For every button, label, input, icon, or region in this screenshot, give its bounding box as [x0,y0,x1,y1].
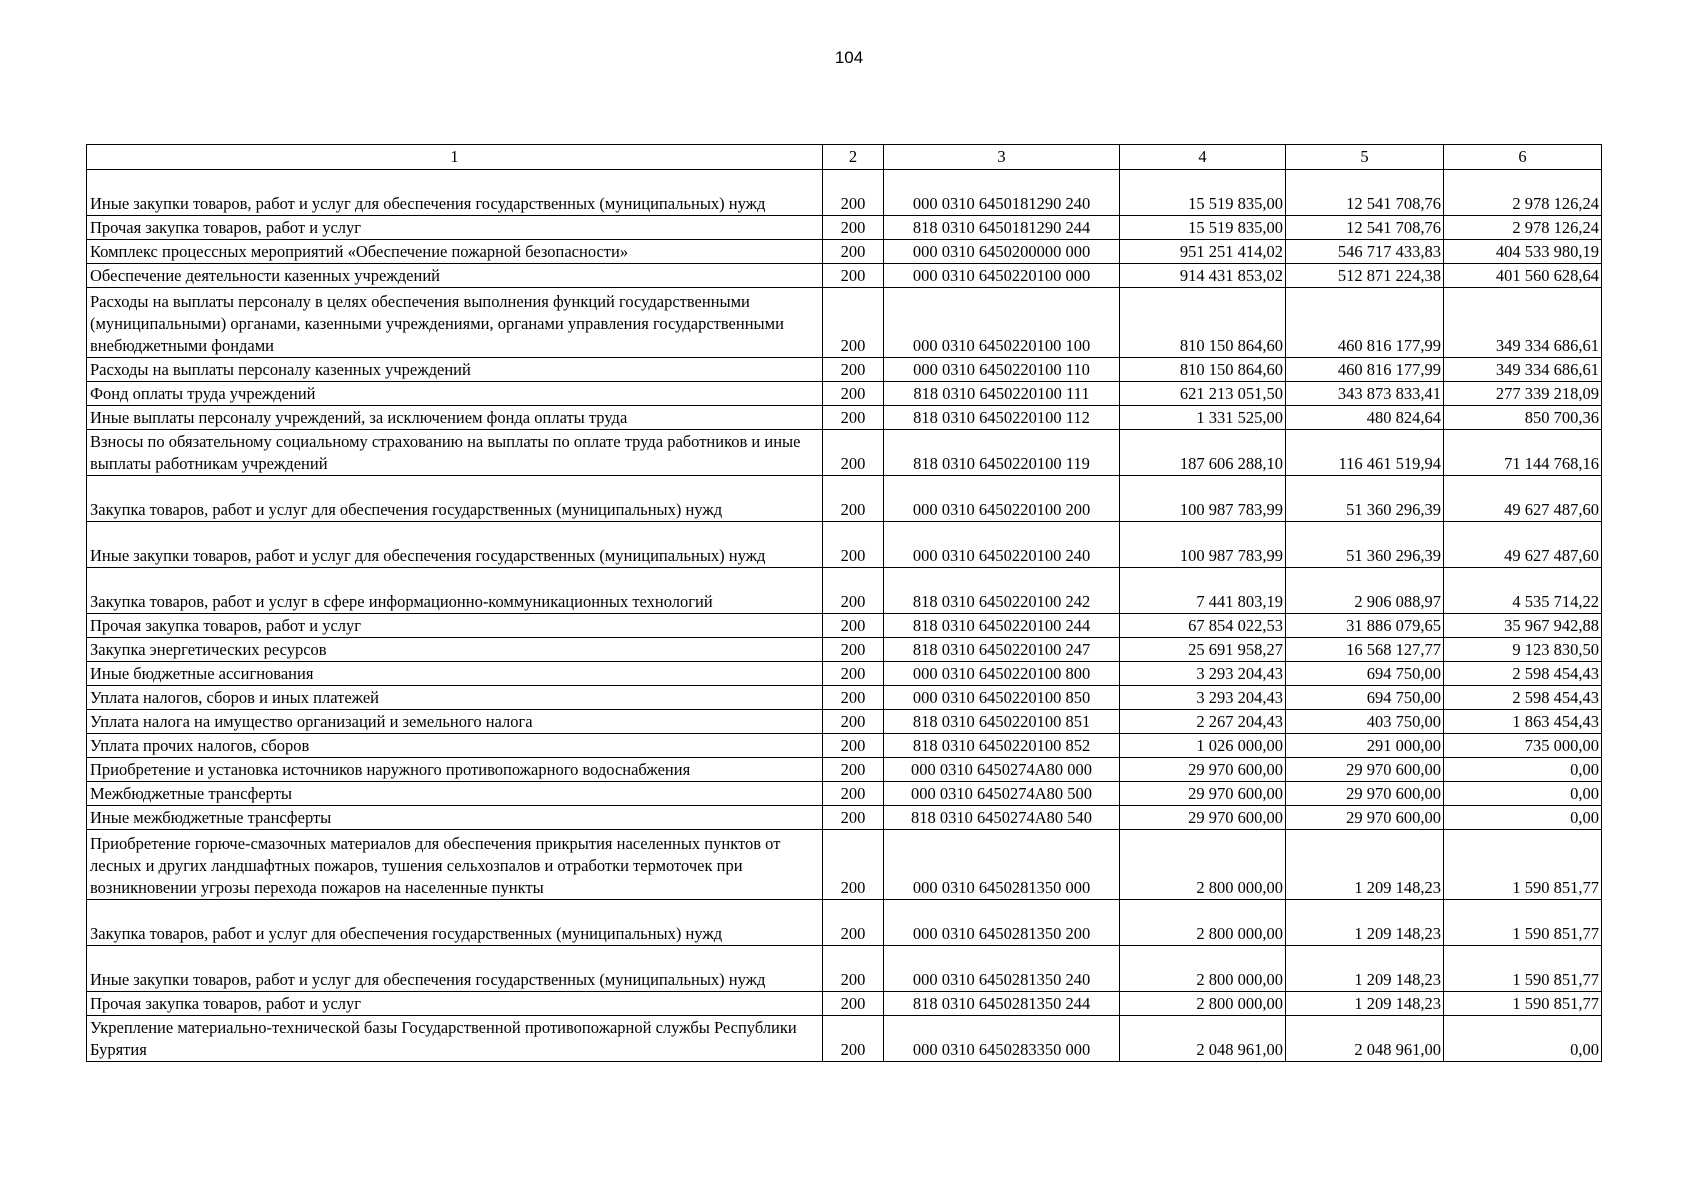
row-executed-amount-cell: 1 209 148,23 [1286,946,1444,992]
row-executed-amount-cell: 512 871 224,38 [1286,264,1444,288]
row-budget-code-cell: 818 0310 6450181290 244 [884,216,1120,240]
table-row [87,734,1602,758]
row-budget-code-cell: 000 0310 6450220100 000 [884,264,1120,288]
row-budget-code-cell: 000 0310 6450200000 000 [884,240,1120,264]
table-row [87,614,1602,638]
row-approved-amount-cell: 187 606 288,10 [1120,430,1286,476]
row-name-cell: Уплата налогов, сборов и иных платежей [87,686,823,710]
column-header-2: 2 [823,145,884,170]
row-line-code-cell: 200 [823,830,884,900]
row-budget-code-cell: 000 0310 6450220100 850 [884,686,1120,710]
row-approved-amount-cell: 29 970 600,00 [1120,782,1286,806]
row-approved-amount-cell: 15 519 835,00 [1120,170,1286,216]
row-name-cell: Иные межбюджетные трансферты [87,806,823,830]
budget-execution-table [86,144,1602,1062]
table-row [87,830,1602,900]
row-line-code-cell: 200 [823,264,884,288]
column-header-1: 1 [87,145,823,170]
row-approved-amount-cell: 100 987 783,99 [1120,522,1286,568]
row-budget-code-cell: 818 0310 6450220100 247 [884,638,1120,662]
table-row [87,406,1602,430]
row-name-cell: Иные закупки товаров, работ и услуг для обеспечения государственных (муниципальных) нужд [87,522,823,568]
row-executed-amount-cell: 291 000,00 [1286,734,1444,758]
row-name-cell: Комплекс процессных мероприятий «Обеспечение пожарной безопасности» [87,240,823,264]
row-budget-code-cell: 000 0310 6450220100 800 [884,662,1120,686]
row-budget-code-cell: 000 0310 6450274А80 000 [884,758,1120,782]
row-unexecuted-amount-cell: 404 533 980,19 [1444,240,1602,264]
table-row [87,382,1602,406]
row-executed-amount-cell: 51 360 296,39 [1286,522,1444,568]
row-name-cell: Расходы на выплаты персоналу казенных учреждений [87,358,823,382]
row-budget-code-cell: 818 0310 6450220100 119 [884,430,1120,476]
row-approved-amount-cell: 29 970 600,00 [1120,806,1286,830]
table-row [87,782,1602,806]
row-unexecuted-amount-cell: 1 590 851,77 [1444,946,1602,992]
row-unexecuted-amount-cell: 850 700,36 [1444,406,1602,430]
row-approved-amount-cell: 3 293 204,43 [1120,686,1286,710]
row-approved-amount-cell: 951 251 414,02 [1120,240,1286,264]
row-executed-amount-cell: 480 824,64 [1286,406,1444,430]
table-row [87,686,1602,710]
row-line-code-cell: 200 [823,734,884,758]
row-approved-amount-cell: 810 150 864,60 [1120,358,1286,382]
row-line-code-cell: 200 [823,758,884,782]
row-executed-amount-cell: 460 816 177,99 [1286,288,1444,358]
row-approved-amount-cell: 29 970 600,00 [1120,758,1286,782]
table-row [87,216,1602,240]
row-executed-amount-cell: 31 886 079,65 [1286,614,1444,638]
row-name-cell: Приобретение и установка источников наружного противопожарного водоснабжения [87,758,823,782]
row-budget-code-cell: 818 0310 6450220100 852 [884,734,1120,758]
column-header-5: 5 [1286,145,1444,170]
row-name-cell: Закупка товаров, работ и услуг для обеспечения государственных (муниципальных) нужд [87,900,823,946]
table-row [87,264,1602,288]
row-name-cell: Уплата налога на имущество организаций и земельного налога [87,710,823,734]
row-executed-amount-cell: 1 209 148,23 [1286,900,1444,946]
row-approved-amount-cell: 25 691 958,27 [1120,638,1286,662]
table-row [87,568,1602,614]
row-budget-code-cell: 000 0310 6450281350 240 [884,946,1120,992]
column-header-3: 3 [884,145,1120,170]
table-row [87,638,1602,662]
row-unexecuted-amount-cell: 0,00 [1444,1016,1602,1062]
row-executed-amount-cell: 16 568 127,77 [1286,638,1444,662]
row-name-cell: Закупка товаров, работ и услуг в сфере информационно-коммуникационных технологий [87,568,823,614]
row-line-code-cell: 200 [823,382,884,406]
row-line-code-cell: 200 [823,710,884,734]
row-budget-code-cell: 818 0310 6450220100 244 [884,614,1120,638]
row-approved-amount-cell: 2 800 000,00 [1120,992,1286,1016]
row-line-code-cell: 200 [823,992,884,1016]
row-unexecuted-amount-cell: 277 339 218,09 [1444,382,1602,406]
row-unexecuted-amount-cell: 349 334 686,61 [1444,288,1602,358]
row-line-code-cell: 200 [823,782,884,806]
row-executed-amount-cell: 1 209 148,23 [1286,830,1444,900]
row-approved-amount-cell: 914 431 853,02 [1120,264,1286,288]
row-budget-code-cell: 000 0310 6450220100 240 [884,522,1120,568]
row-name-cell: Иные закупки товаров, работ и услуг для обеспечения государственных (муниципальных) нужд [87,170,823,216]
table-row [87,1016,1602,1062]
row-name-cell: Иные закупки товаров, работ и услуг для обеспечения государственных (муниципальных) нужд [87,946,823,992]
row-approved-amount-cell: 15 519 835,00 [1120,216,1286,240]
row-executed-amount-cell: 694 750,00 [1286,686,1444,710]
row-unexecuted-amount-cell: 1 590 851,77 [1444,900,1602,946]
row-executed-amount-cell: 2 048 961,00 [1286,1016,1444,1062]
row-unexecuted-amount-cell: 1 590 851,77 [1444,992,1602,1016]
row-approved-amount-cell: 7 441 803,19 [1120,568,1286,614]
row-approved-amount-cell: 810 150 864,60 [1120,288,1286,358]
row-line-code-cell: 200 [823,686,884,710]
row-name-cell: Фонд оплаты труда учреждений [87,382,823,406]
row-line-code-cell: 200 [823,568,884,614]
row-name-cell: Расходы на выплаты персоналу в целях обеспечения выполнения функций государственными (муниципальными) органами, казенными учреждениями, органами управления государственными внебюджетными фондами [87,288,823,358]
page-number: 104 [834,48,864,67]
row-unexecuted-amount-cell: 2 598 454,43 [1444,662,1602,686]
column-header-6: 6 [1444,145,1602,170]
row-line-code-cell: 200 [823,216,884,240]
row-executed-amount-cell: 29 970 600,00 [1286,806,1444,830]
row-unexecuted-amount-cell: 2 978 126,24 [1444,216,1602,240]
row-budget-code-cell: 000 0310 6450220100 100 [884,288,1120,358]
table-row [87,662,1602,686]
row-name-cell: Прочая закупка товаров, работ и услуг [87,216,823,240]
row-budget-code-cell: 818 0310 6450220100 112 [884,406,1120,430]
row-executed-amount-cell: 12 541 708,76 [1286,216,1444,240]
row-line-code-cell: 200 [823,638,884,662]
row-executed-amount-cell: 29 970 600,00 [1286,758,1444,782]
row-name-cell: Межбюджетные трансферты [87,782,823,806]
row-unexecuted-amount-cell: 0,00 [1444,782,1602,806]
row-executed-amount-cell: 1 209 148,23 [1286,992,1444,1016]
table-row [87,240,1602,264]
row-name-cell: Укрепление материально-технической базы Государственной противопожарной службы Республики Бурятия [87,1016,823,1062]
row-name-cell: Иные бюджетные ассигнования [87,662,823,686]
row-name-cell: Приобретение горюче-смазочных материалов для обеспечения прикрытия населенных пунктов от лесных и других ландшафтных пожаров, тушения сельхозпалов и отработки термоточек при возникновении угрозы перехода пожаров на населенные пункты [87,830,823,900]
table-row [87,358,1602,382]
row-budget-code-cell: 000 0310 6450281350 200 [884,900,1120,946]
row-executed-amount-cell: 403 750,00 [1286,710,1444,734]
row-budget-code-cell: 818 0310 6450220100 851 [884,710,1120,734]
row-unexecuted-amount-cell: 49 627 487,60 [1444,522,1602,568]
row-name-cell: Взносы по обязательному социальному страхованию на выплаты по оплате труда работников и иные выплаты работникам учреждений [87,430,823,476]
column-number-header-row [87,145,1602,170]
row-approved-amount-cell: 2 800 000,00 [1120,946,1286,992]
table-row [87,710,1602,734]
table-row [87,758,1602,782]
row-budget-code-cell: 000 0310 6450181290 240 [884,170,1120,216]
row-executed-amount-cell: 546 717 433,83 [1286,240,1444,264]
row-unexecuted-amount-cell: 4 535 714,22 [1444,568,1602,614]
row-unexecuted-amount-cell: 0,00 [1444,758,1602,782]
row-unexecuted-amount-cell: 2 978 126,24 [1444,170,1602,216]
row-line-code-cell: 200 [823,900,884,946]
row-line-code-cell: 200 [823,946,884,992]
row-executed-amount-cell: 12 541 708,76 [1286,170,1444,216]
row-budget-code-cell: 000 0310 6450281350 000 [884,830,1120,900]
row-executed-amount-cell: 29 970 600,00 [1286,782,1444,806]
row-unexecuted-amount-cell: 49 627 487,60 [1444,476,1602,522]
row-executed-amount-cell: 2 906 088,97 [1286,568,1444,614]
row-approved-amount-cell: 1 331 525,00 [1120,406,1286,430]
row-approved-amount-cell: 2 800 000,00 [1120,900,1286,946]
row-name-cell: Прочая закупка товаров, работ и услуг [87,614,823,638]
row-approved-amount-cell: 2 800 000,00 [1120,830,1286,900]
row-line-code-cell: 200 [823,240,884,264]
row-line-code-cell: 200 [823,614,884,638]
row-unexecuted-amount-cell: 735 000,00 [1444,734,1602,758]
row-unexecuted-amount-cell: 2 598 454,43 [1444,686,1602,710]
row-line-code-cell: 200 [823,170,884,216]
row-name-cell: Иные выплаты персоналу учреждений, за исключением фонда оплаты труда [87,406,823,430]
row-line-code-cell: 200 [823,522,884,568]
row-line-code-cell: 200 [823,358,884,382]
row-budget-code-cell: 000 0310 6450274А80 500 [884,782,1120,806]
row-executed-amount-cell: 51 360 296,39 [1286,476,1444,522]
row-approved-amount-cell: 2 267 204,43 [1120,710,1286,734]
row-name-cell: Прочая закупка товаров, работ и услуг [87,992,823,1016]
table-row [87,806,1602,830]
row-approved-amount-cell: 1 026 000,00 [1120,734,1286,758]
row-line-code-cell: 200 [823,806,884,830]
table-row [87,992,1602,1016]
row-approved-amount-cell: 100 987 783,99 [1120,476,1286,522]
row-name-cell: Закупка энергетических ресурсов [87,638,823,662]
row-unexecuted-amount-cell: 1 863 454,43 [1444,710,1602,734]
row-executed-amount-cell: 694 750,00 [1286,662,1444,686]
row-line-code-cell: 200 [823,662,884,686]
row-budget-code-cell: 000 0310 6450283350 000 [884,1016,1120,1062]
row-unexecuted-amount-cell: 349 334 686,61 [1444,358,1602,382]
row-approved-amount-cell: 2 048 961,00 [1120,1016,1286,1062]
row-unexecuted-amount-cell: 35 967 942,88 [1444,614,1602,638]
row-unexecuted-amount-cell: 401 560 628,64 [1444,264,1602,288]
row-approved-amount-cell: 3 293 204,43 [1120,662,1286,686]
row-unexecuted-amount-cell: 1 590 851,77 [1444,830,1602,900]
row-budget-code-cell: 000 0310 6450220100 110 [884,358,1120,382]
row-budget-code-cell: 000 0310 6450220100 200 [884,476,1120,522]
row-unexecuted-amount-cell: 0,00 [1444,806,1602,830]
row-line-code-cell: 200 [823,288,884,358]
table-row [87,430,1602,476]
row-approved-amount-cell: 67 854 022,53 [1120,614,1286,638]
row-budget-code-cell: 818 0310 6450274А80 540 [884,806,1120,830]
table-row [87,900,1602,946]
row-name-cell: Уплата прочих налогов, сборов [87,734,823,758]
row-budget-code-cell: 818 0310 6450281350 244 [884,992,1120,1016]
row-line-code-cell: 200 [823,430,884,476]
row-budget-code-cell: 818 0310 6450220100 242 [884,568,1120,614]
row-executed-amount-cell: 460 816 177,99 [1286,358,1444,382]
row-budget-code-cell: 818 0310 6450220100 111 [884,382,1120,406]
row-name-cell: Обеспечение деятельности казенных учреждений [87,264,823,288]
row-line-code-cell: 200 [823,476,884,522]
table-row [87,946,1602,992]
row-unexecuted-amount-cell: 9 123 830,50 [1444,638,1602,662]
row-executed-amount-cell: 343 873 833,41 [1286,382,1444,406]
column-header-4: 4 [1120,145,1286,170]
row-approved-amount-cell: 621 213 051,50 [1120,382,1286,406]
row-unexecuted-amount-cell: 71 144 768,16 [1444,430,1602,476]
row-executed-amount-cell: 116 461 519,94 [1286,430,1444,476]
table-row [87,288,1602,358]
table-row [87,476,1602,522]
table-row [87,170,1602,216]
row-line-code-cell: 200 [823,1016,884,1062]
row-line-code-cell: 200 [823,406,884,430]
row-name-cell: Закупка товаров, работ и услуг для обеспечения государственных (муниципальных) нужд [87,476,823,522]
table-row [87,522,1602,568]
